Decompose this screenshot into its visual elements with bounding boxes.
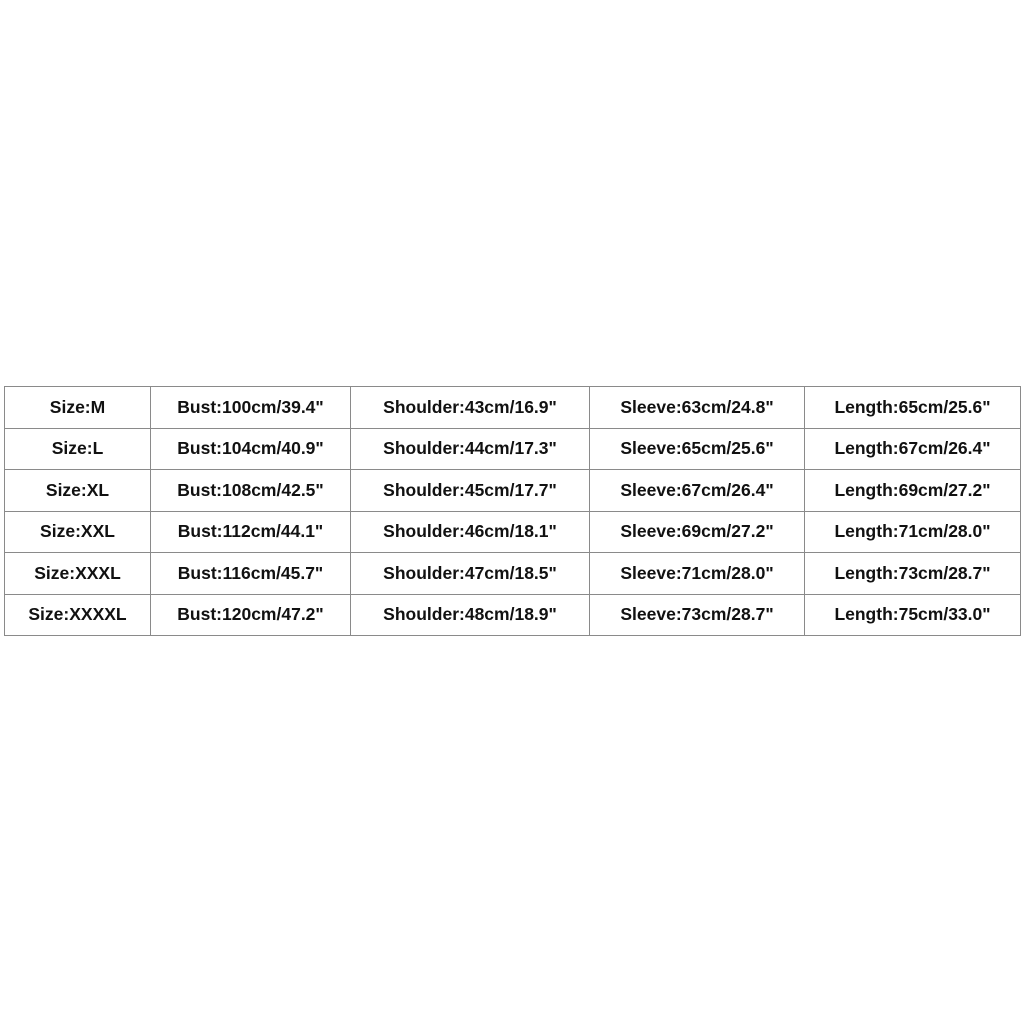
length-cell: Length:67cm/26.4" [805, 428, 1021, 470]
bust-cell: Bust:108cm/42.5" [151, 470, 351, 512]
size-chart-body [5, 387, 1021, 636]
bust-cell: Bust:104cm/40.9" [151, 428, 351, 470]
sleeve-cell: Sleeve:71cm/28.0" [590, 553, 805, 595]
length-cell: Length:75cm/33.0" [805, 594, 1021, 636]
sleeve-cell: Sleeve:67cm/26.4" [590, 470, 805, 512]
sleeve-cell: Sleeve:63cm/24.8" [590, 387, 805, 429]
table-row [5, 553, 1021, 595]
size-cell: Size:XXXXL [5, 594, 151, 636]
size-cell: Size:M [5, 387, 151, 429]
shoulder-cell: Shoulder:45cm/17.7" [351, 470, 590, 512]
table-row [5, 387, 1021, 429]
bust-cell: Bust:116cm/45.7" [151, 553, 351, 595]
size-chart-table [4, 386, 1021, 636]
shoulder-cell: Shoulder:44cm/17.3" [351, 428, 590, 470]
length-cell: Length:69cm/27.2" [805, 470, 1021, 512]
bust-cell: Bust:112cm/44.1" [151, 511, 351, 553]
length-cell: Length:65cm/25.6" [805, 387, 1021, 429]
shoulder-cell: Shoulder:47cm/18.5" [351, 553, 590, 595]
size-cell: Size:XXXL [5, 553, 151, 595]
size-cell: Size:L [5, 428, 151, 470]
table-row [5, 428, 1021, 470]
sleeve-cell: Sleeve:65cm/25.6" [590, 428, 805, 470]
sleeve-cell: Sleeve:73cm/28.7" [590, 594, 805, 636]
shoulder-cell: Shoulder:46cm/18.1" [351, 511, 590, 553]
size-cell: Size:XXL [5, 511, 151, 553]
bust-cell: Bust:100cm/39.4" [151, 387, 351, 429]
sleeve-cell: Sleeve:69cm/27.2" [590, 511, 805, 553]
bust-cell: Bust:120cm/47.2" [151, 594, 351, 636]
table-row [5, 594, 1021, 636]
length-cell: Length:73cm/28.7" [805, 553, 1021, 595]
size-cell: Size:XL [5, 470, 151, 512]
table-row [5, 470, 1021, 512]
table-row [5, 511, 1021, 553]
shoulder-cell: Shoulder:43cm/16.9" [351, 387, 590, 429]
shoulder-cell: Shoulder:48cm/18.9" [351, 594, 590, 636]
length-cell: Length:71cm/28.0" [805, 511, 1021, 553]
